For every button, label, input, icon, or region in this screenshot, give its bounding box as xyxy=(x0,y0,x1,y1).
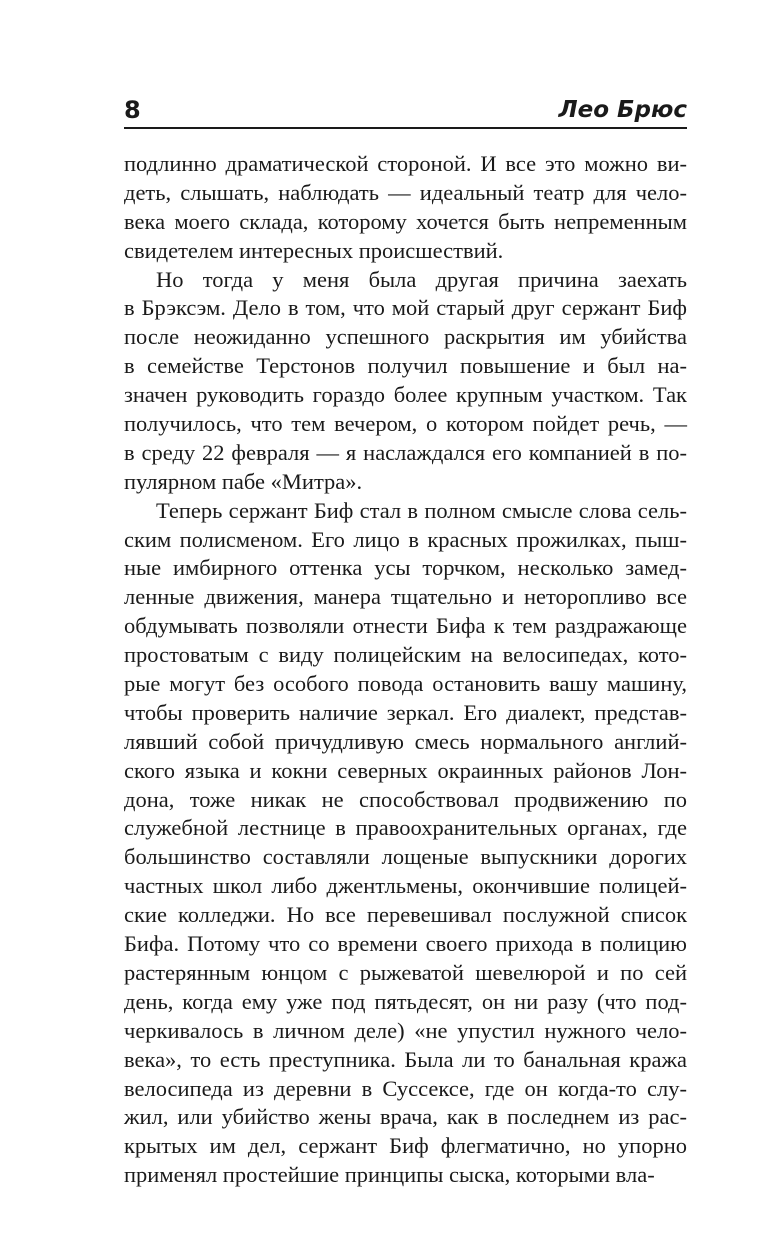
text-line: в среду 22 февраля — я наслаждался его компанией в по- xyxy=(124,439,687,465)
text-line: дона, тоже никак не способствовал продвижению по xyxy=(124,786,687,812)
text-line: большинство составляли лощеные выпускники дорогих xyxy=(124,844,687,870)
text-line: обдумывать позволяли отнести Бифа к тем раздражающе xyxy=(124,613,687,639)
paragraph xyxy=(124,150,687,266)
text-line: Теперь сержант Биф стал в полном смысле слова сель- xyxy=(156,497,687,523)
text-line: чтобы проверить наличие зеркал. Его диалект, представ- xyxy=(124,699,687,725)
running-head-author: Лео Брюс xyxy=(558,97,687,123)
text-line: применял простейшие принципы сыска, которыми вла- xyxy=(124,1162,655,1188)
page-header xyxy=(124,94,687,126)
text-line: в Брэксэм. Дело в том, что мой старый друг сержант Биф xyxy=(124,295,687,321)
text-line: лявший собой причудливую смесь нормального англий- xyxy=(124,728,687,754)
text-line: крытых им дел, сержант Биф флегматично, но упорно xyxy=(124,1133,687,1159)
body-text xyxy=(124,150,687,1190)
text-line: рые могут без особого повода остановить вашу машину, xyxy=(124,671,687,697)
text-line: ским полисменом. Его лицо в красных прожилках, пыш- xyxy=(124,526,687,552)
text-line: подлинно драматической стороной. И все это можно ви- xyxy=(124,151,687,176)
page-number: 8 xyxy=(124,96,141,124)
text-line: ленные движения, манера тщательно и неторопливо все xyxy=(124,584,687,610)
text-line: получилось, что тем вечером, о котором пойдет речь, — xyxy=(124,411,687,437)
text-line: пулярном пабе «Митра». xyxy=(124,468,363,494)
text-line: велосипеда из деревни в Суссексе, где он когда-то слу- xyxy=(124,1075,687,1101)
text-line: значен руководить гораздо более крупным участком. Так xyxy=(124,382,687,408)
paragraph xyxy=(124,266,687,497)
paragraph xyxy=(124,497,687,1190)
text-line: Бифа. Потому что со времени своего прихода в полицию xyxy=(124,931,687,957)
text-line: века», то есть преступника. Была ли то банальная кража xyxy=(124,1046,687,1072)
text-line: Но тогда у меня была другая причина заехать xyxy=(156,266,687,292)
text-line: ские колледжи. Но все перевешивал послужной список xyxy=(124,902,687,928)
text-line: жил, или убийство жены врача, как в последнем из рас- xyxy=(124,1104,687,1130)
text-line: черкивалось в личном деле) «не упустил нужного чело- xyxy=(124,1017,687,1043)
text-line: после неожиданно успешного раскрытия им убийства xyxy=(124,324,687,350)
text-line: деть, слышать, наблюдать — идеальный театр для чело- xyxy=(124,179,687,205)
header-rule xyxy=(124,127,687,129)
text-line: в семействе Терстонов получил повышение и был на- xyxy=(124,353,687,379)
text-line: ные имбирного оттенка усы торчком, несколько замед- xyxy=(124,555,687,581)
text-line: простоватым с виду полицейским на велосипедах, кото- xyxy=(124,642,687,668)
text-line: служебной лестнице в правоохранительных органах, где xyxy=(124,815,687,841)
text-line: частных школ либо джентльмены, окончившие полицей- xyxy=(124,873,687,899)
text-line: день, когда ему уже под пятьдесят, он ни разу (что под- xyxy=(124,988,687,1014)
text-line: века моего склада, которому хочется быть непременным xyxy=(124,208,687,234)
text-line: растерянным юнцом с рыжеватой шевелюрой и по сей xyxy=(124,959,687,985)
text-line: ского языка и кокни северных окраинных районов Лон- xyxy=(124,757,687,783)
text-line: свидетелем интересных происшествий. xyxy=(124,237,504,263)
